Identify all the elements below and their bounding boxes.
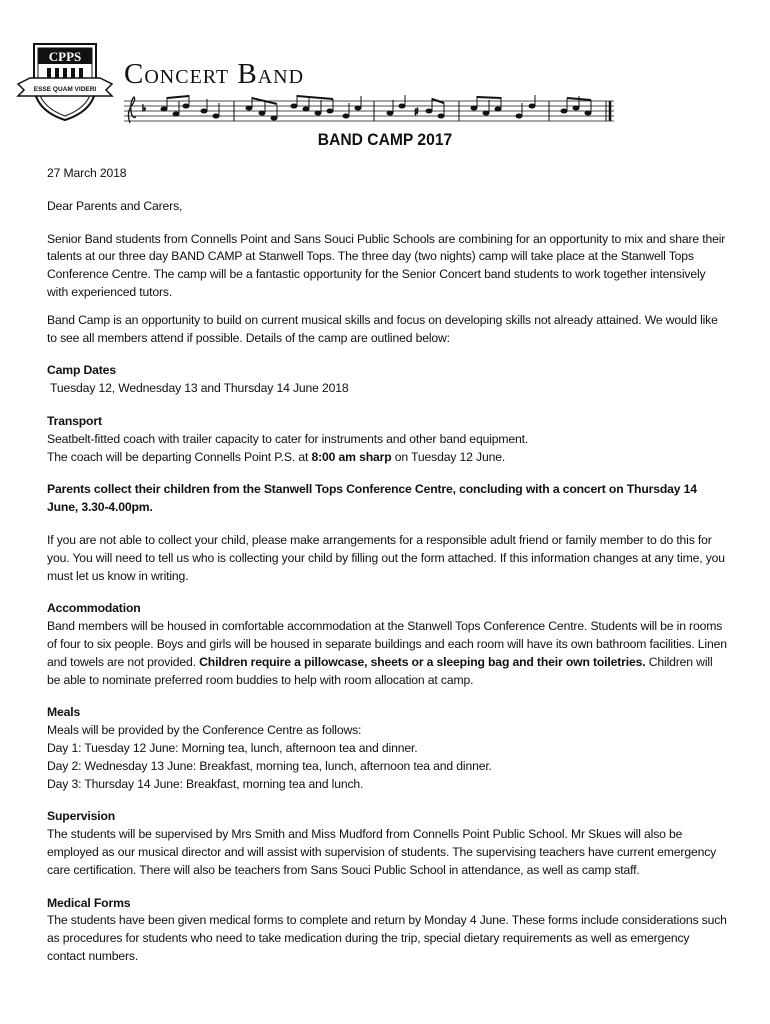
meal-day: Day 3: Thursday 14 June: Breakfast, morning tea and lunch. <box>47 776 364 791</box>
svg-text:CPPS: CPPS <box>48 49 82 64</box>
transport-line-1: Seatbelt-fitted coach with trailer capacity to cater for instruments and other band equipment. <box>47 431 529 446</box>
section-heading: Supervision <box>47 809 116 824</box>
collection-text: If you are not able to collect your child, please make arrangements for a responsible adult friend or family member to do this for you. You will need to tell us who is collecting your child by filling out the form attached. If this information changes at any time, you must let us know in writing. <box>47 532 725 583</box>
section-heading: Camp Dates <box>47 363 116 378</box>
accommodation-requirement: Children require a pillowcase, sheets or a sleeping bag and their own toiletries. <box>199 654 646 669</box>
departure-time: 8:00 am sharp <box>311 449 392 464</box>
music-staff-decoration <box>124 95 614 127</box>
section-camp-dates <box>47 362 727 398</box>
band-title: Concert Band <box>124 58 305 90</box>
camp-dates-text: Tuesday 12, Wednesday 13 and Thursday 14 June 2018 <box>47 381 349 396</box>
section-transport <box>47 413 727 466</box>
school-crest-logo <box>16 40 114 122</box>
intro-paragraph: Senior Band students from Connells Point and Sans Souci Public Schools are combining for an opportunity to mix and share their talents at our three day BAND CAMP at Stanwell Tops. The three day (two nights) camp will take place at the Stanwell Tops Conference Centre. The camp will be a fantastic opportunity for the Senior Concert band students to work together intensively with experienced tutors. <box>47 231 726 299</box>
section-medical-forms <box>47 895 727 966</box>
greeting: Dear Parents and Carers, <box>47 198 183 213</box>
meals-intro: Meals will be provided by the Conference Centre as follows: <box>47 723 362 738</box>
transport-text: on Tuesday 12 June. <box>391 449 506 464</box>
accommodation-text-post: Children will be able to nominate preferred room buddies to help with room allocation at camp. <box>47 654 713 687</box>
accommodation-text-pre: Band members will be housed in comfortable accommodation at the Stanwell Tops Conference Centre. Students will be in rooms of four to six people. Boys and girls will be housed in separate buildings and each room will have its own bathroom facilities. Linen and towels are not provided. <box>47 619 727 669</box>
letter-date: 27 March 2018 <box>47 166 127 180</box>
section-accommodation <box>47 600 727 689</box>
collection-notice: Parents collect their children from the Stanwell Tops Conference Centre, concluding with a concert on Thursday 14 June, 3.30-4.00pm. <box>47 482 697 515</box>
intro-paragraph-2: Band Camp is an opportunity to build on current musical skills and focus on developing skills not already attained. We would like to see all members attend if possible. Details of the camp are outlined below: <box>47 312 718 345</box>
meal-day: Day 1: Tuesday 12 June: Morning tea, lunch, afternoon tea and dinner. <box>47 740 418 755</box>
section-heading: Medical Forms <box>47 895 131 910</box>
section-meals <box>47 704 727 793</box>
section-supervision <box>47 808 727 879</box>
supervision-text: The students will be supervised by Mrs Smith and Miss Mudford from Connells Point Public School. Mr Skues will also be employed as our musical director and will assist with supervision of students. The supervising teachers have current emergency care certification. There will also be teachers from Sans Souci Public School in attendance, as well as camp staff. <box>47 827 717 877</box>
letter-body <box>47 165 727 966</box>
letterhead <box>0 0 770 135</box>
document-title: BAND CAMP 2017 <box>317 130 453 149</box>
meal-day: Day 2: Wednesday 13 June: Breakfast, morning tea, lunch, afternoon tea and dinner. <box>47 758 492 773</box>
svg-text:ESSE QUAM VIDERI: ESSE QUAM VIDERI <box>33 86 97 93</box>
medical-text: The students have been given medical forms to complete and return by Monday 4 June. These forms include considerations such as procedures for students who need to take medication during the trip, special dietary requirements as well as emergency contact numbers. <box>47 913 727 963</box>
section-heading: Transport <box>47 413 102 428</box>
accommodation-text <box>47 618 727 689</box>
svg-text:♭: ♭ <box>142 104 147 114</box>
transport-text: The coach will be departing Connells Point P.S. at <box>47 449 312 464</box>
svg-text:♯: ♯ <box>414 107 419 118</box>
section-heading: Accommodation <box>47 601 141 616</box>
transport-line-2 <box>47 449 727 467</box>
section-heading: Meals <box>47 705 81 720</box>
